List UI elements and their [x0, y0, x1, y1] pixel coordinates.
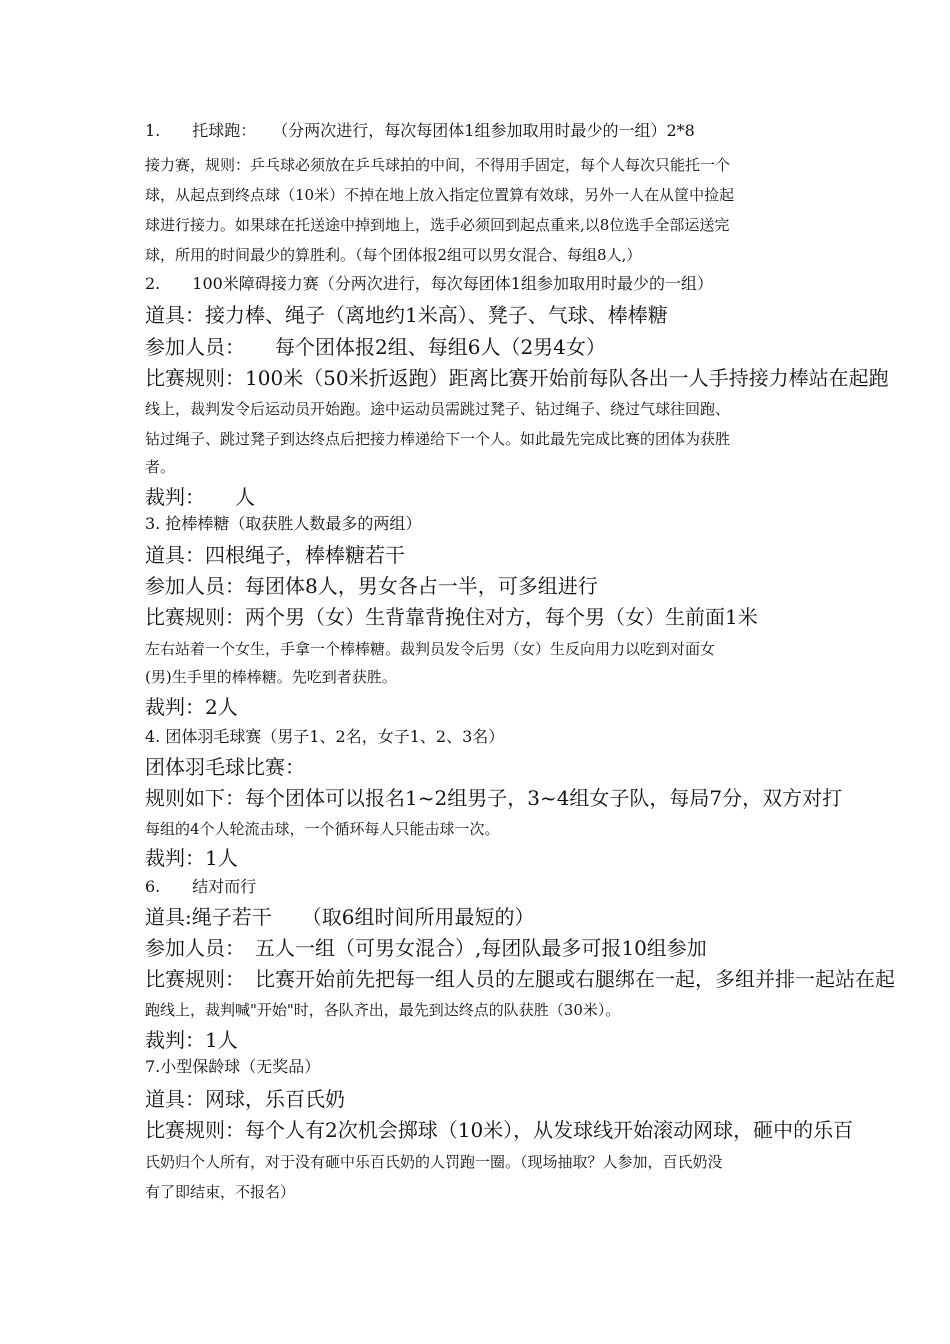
item-7-rules-line: 氏奶归个人所有，对于没有砸中乐百氏奶的人罚跑一圈。（现场抽取？人参加，百氏奶没	[145, 1153, 723, 1171]
item-6-rules-line: 跑线上，裁判喊"开始"时，各队齐出，最先到达终点的队获胜（30米）。	[145, 1001, 621, 1019]
item-2-rules-line: 线上，裁判发令后运动员开始跑。途中运动员需跳过凳子、钻过绳子、绕过气球往回跑、	[145, 400, 731, 418]
item-1-heading: 1. 托球跑： （分两次进行，每次每团体1组参加取用时最少的一组）2*8	[145, 121, 695, 140]
item-4-rules-line: 规则如下：每个团体可以报名1~2组男子，3~4组女子队，每局7分，双方对打	[145, 786, 843, 810]
item-2-referee: 裁判： 人	[145, 485, 255, 509]
item-1-rules-line: 球，所用的时间最少的算胜利。（每个团体报2组可以男女混合、每组8人,）	[145, 246, 642, 264]
item-7-heading: 7.小型保龄球（无奖品）	[145, 1057, 321, 1076]
item-2-participants: 参加人员： 每个团体报2组、每组6人（2男4女）	[145, 335, 606, 359]
item-7-rules-line: 有了即结束，不报名）	[145, 1183, 296, 1201]
item-3-rules-line: 左右站着一个女生，手拿一个棒棒糖。裁判员发令后男（女）生反向用力以吃到对面女	[145, 640, 716, 658]
item-3-referee: 裁判：2人	[145, 695, 238, 719]
item-7-rules-line: 比赛规则：每个人有2次机会掷球（10米），从发球线开始滚动网球，砸中的乐百	[145, 1118, 854, 1142]
item-2-rules-line: 者。	[145, 458, 176, 476]
item-4-rules-line: 每组的4个人轮流击球，一个循环每人只能击球一次。	[145, 820, 500, 838]
item-6-rules-line: 比赛规则： 比赛开始前先把每一组人员的左腿或右腿绑在一起，多组并排一起站在起	[145, 967, 895, 991]
item-3-participants: 参加人员：每团体8人，男女各占一半，可多组进行	[145, 574, 598, 598]
item-3-rules-line: (男)生手里的棒棒糖。先吃到者获胜。	[145, 668, 397, 686]
item-1-rules-line: 接力赛，规则：乒乓球必须放在乒乓球拍的中间，不得用手固定，每个人每次只能托一个	[145, 156, 731, 174]
item-2-rules-line: 比赛规则：100米（50米折返跑）距离比赛开始前每队各出一人手持接力棒站在起跑	[145, 366, 889, 390]
item-4-title: 团体羽毛球比赛：	[145, 755, 305, 779]
item-6-heading: 6. 结对而行	[145, 877, 257, 896]
item-7-props: 道具：网球，乐百氏奶	[145, 1087, 345, 1111]
item-6-props: 道具:绳子若干 （取6组时间所用最短的）	[145, 905, 535, 929]
item-2-rules-line: 钻过绳子、跳过凳子到达终点后把接力棒递给下一个人。如此最先完成比赛的团体为获胜	[145, 430, 731, 448]
item-3-props: 道具：四根绳子，棒棒糖若干	[145, 543, 405, 567]
item-4-referee: 裁判：1人	[145, 846, 238, 870]
item-2-heading: 2. 100米障碍接力赛（分两次进行，每次每团体1组参加取用时最少的一组）	[145, 274, 713, 293]
item-1-rules-line: 球进行接力。如果球在托送途中掉到地上，选手必须回到起点重来,以8位选手全部运送完	[145, 216, 730, 234]
item-6-participants: 参加人员： 五人一组（可男女混合）,每团队最多可报10组参加	[145, 936, 707, 960]
item-3-rules-line: 比赛规则：两个男（女）生背靠背挽住对方，每个男（女）生前面1米	[145, 605, 758, 629]
item-2-props: 道具：接力棒、绳子（离地约1米高）、凳子、气球、棒棒糖	[145, 303, 668, 327]
item-6-referee: 裁判：1人	[145, 1028, 238, 1052]
item-1-rules-line: 球，从起点到终点球（10米）不掉在地上放入指定位置算有效球，另外一人在从筐中捡起	[145, 186, 735, 204]
item-4-heading: 4. 团体羽毛球赛（男子1、2名，女子1、2、3名）	[145, 727, 505, 746]
item-3-heading: 3. 抢棒棒糖（取获胜人数最多的两组）	[145, 514, 422, 533]
